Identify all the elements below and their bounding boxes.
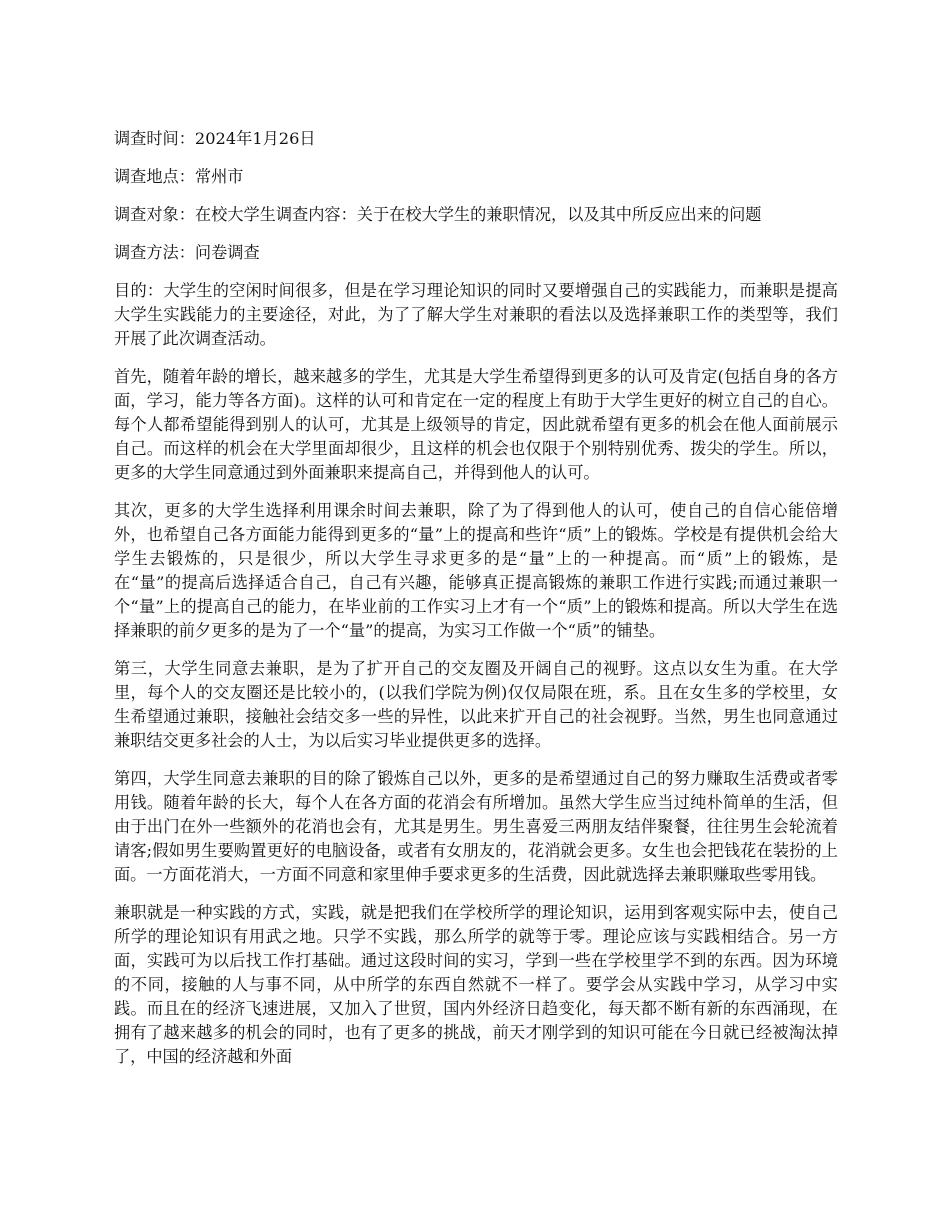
survey-method: 调查方法：问卷调查 xyxy=(114,243,260,262)
document-body xyxy=(114,127,838,1083)
second-point-paragraph: 其次，更多的大学生选择利用课余时间去兼职，除了为了得到他人的认可，使自己的自信心能倍增外，也希望自己各方面能力能得到更多的“量”上的提高和些许“质”上的锻炼。学校是有提供机会给大学生去锻炼的，只是很少，所以大学生寻求更多的是“量”上的一种提高。而“质”上的锻炼，是在“量”的提高后选择适合自己，自己有兴趣，能够真正提高锻炼的兼职工作进行实践;而通过兼职一个“量”上的提高自己的能力，在毕业前的工作实习上才有一个“质”上的锻炼和提高。所以大学生在选择兼职的前夕更多的是为了一个“量”的提高，为实习工作做一个“质”的铺垫。 xyxy=(114,501,838,640)
third-point-paragraph: 第三，大学生同意去兼职，是为了扩开自己的交友圈及开阔自己的视野。这点以女生为重。在大学里，每个人的交友圈还是比较小的，(以我们学院为例)仅仅局限在班，系。且在女生多的学校里，女生希望通过兼职，接触社会结交多一些的异性，以此来扩开自己的社会视野。当然，男生也同意通过兼职结交更多社会的人士，为以后实习毕业提供更多的选择。 xyxy=(114,659,838,750)
practice-paragraph: 兼职就是一种实践的方式，实践，就是把我们在学校所学的理论知识，运用到客观实际中去，使自己所学的理论知识有用武之地。只学不实践，那么所学的就等于零。理论应该与实践相结合。另一方面，实践可为以后找工作打基础。通过这段时间的实习，学到一些在学校里学不到的东西。因为环境的不同，接触的人与事不同，从中所学的东西自然就不一样了。要学会从实践中学习，从学习中实践。而且在的经济飞速进展，又加入了世贸，国内外经济日趋变化，每天都不断有新的东西涌现，在拥有了越来越多的机会的同时，也有了更多的挑战，前天才刚学到的知识可能在今日就已经被淘汰掉了，中国的经济越和外面 xyxy=(114,903,838,1066)
first-point-paragraph: 首先，随着年龄的增长，越来越多的学生，尤其是大学生希望得到更多的认可及肯定(包括自身的各方面，学习，能力等各方面)。这样的认可和肯定在一定的程度上有助于大学生更好的树立自己的自心。每个人都希望能得到别人的认可，尤其是上级领导的肯定，因此就希望有更多的机会在他人面前展示自己。而这样的机会在大学里面却很少，且这样的机会也仅限于个别特别优秀、拨尖的学生。所以，更多的大学生同意通过到外面兼职来提高自己，并得到他人的认可。 xyxy=(114,367,838,482)
survey-subject-content: 调查对象：在校大学生调查内容：关于在校大学生的兼职情况，以及其中所反应出来的问题 xyxy=(114,205,762,224)
fourth-point-paragraph: 第四，大学生同意去兼职的目的除了锻炼自己以外，更多的是希望通过自己的努力赚取生活费或者零用钱。随着年龄的长大，每个人在各方面的花消会有所增加。虽然大学生应当过纯朴简单的生活，但由于出门在外一些额外的花消也会有，尤其是男生。男生喜爱三两朋友结伴聚餐，往往男生会轮流着请客;假如男生要购置更好的电脑设备，或者有女朋友的，花消就会更多。女生也会把钱花在装扮的上面。一方面花消大，一方面不同意和家里伸手要求更多的生活费，因此就选择去兼职赚取些零用钱。 xyxy=(114,769,838,884)
purpose-paragraph: 目的：大学生的空闲时间很多，但是在学习理论知识的同时又要增强自己的实践能力，而兼职是提高大学生实践能力的主要途径，对此，为了了解大学生对兼职的看法以及选择兼职工作的类型等，我们开展了此次调查活动。 xyxy=(114,281,838,348)
survey-time: 调查时间：2024年1月26日 xyxy=(114,129,316,148)
survey-location: 调查地点：常州市 xyxy=(114,167,244,186)
